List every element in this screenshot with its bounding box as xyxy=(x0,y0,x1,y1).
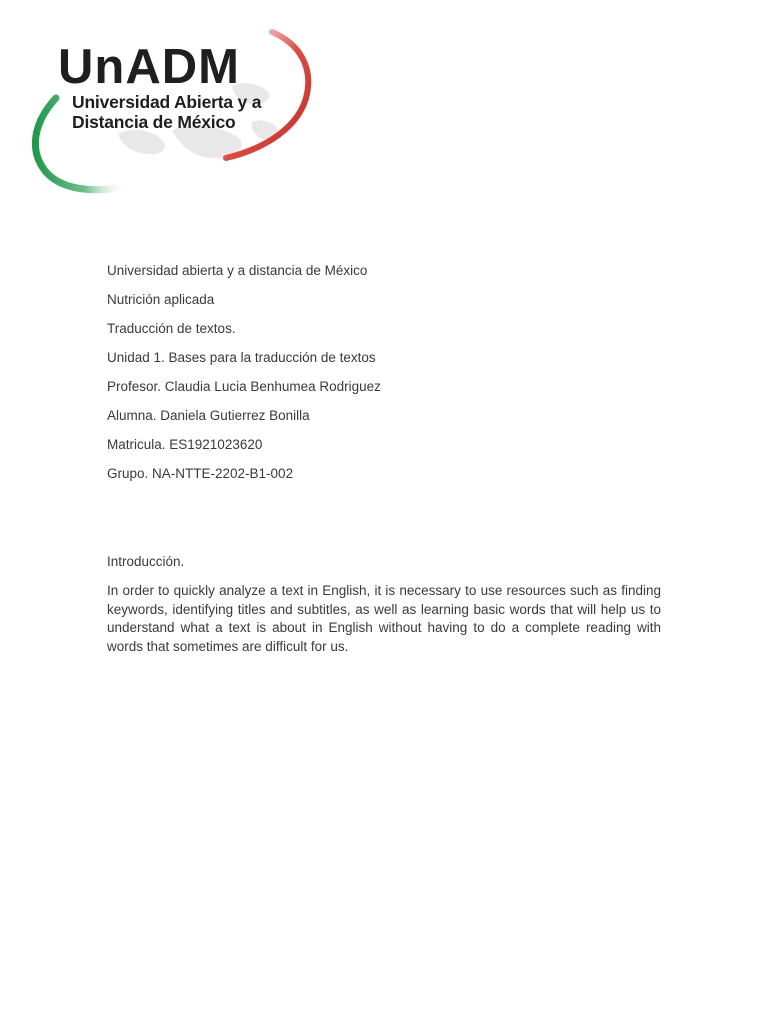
group-line: Grupo. NA-NTTE-2202-B1-002 xyxy=(107,466,294,481)
unadm-logo xyxy=(22,26,318,196)
course-line: Traducción de textos. xyxy=(107,321,236,336)
enrollment-line: Matricula. ES1921023620 xyxy=(107,437,263,452)
professor-line: Profesor. Claudia Lucia Benhumea Rodriguez xyxy=(107,379,381,394)
program-line: Nutrición aplicada xyxy=(107,292,215,307)
logo-wordmark xyxy=(58,42,261,132)
introduction-heading: Introducción. xyxy=(107,554,185,569)
logo-name: UnADM xyxy=(58,40,240,94)
student-line: Alumna. Daniela Gutierrez Bonilla xyxy=(107,408,310,423)
introduction-paragraph: In order to quickly analyze a text in English, it is necessary to use resources such as finding keywords, identifying titles and subtitles, as well as learning basic words that will help us to understand what a text is about in English without having to do a complete reading with words that sometimes are difficult for us. xyxy=(107,583,661,654)
cover-info-block xyxy=(107,262,667,494)
unit-line: Unidad 1. Bases para la traducción de textos xyxy=(107,350,376,365)
logo-subtitle-line-1: Universidad Abierta y a xyxy=(72,92,262,112)
university-line: Universidad abierta y a distancia de México xyxy=(107,263,368,278)
logo-subtitle-line-2: Distancia de México xyxy=(72,112,236,132)
